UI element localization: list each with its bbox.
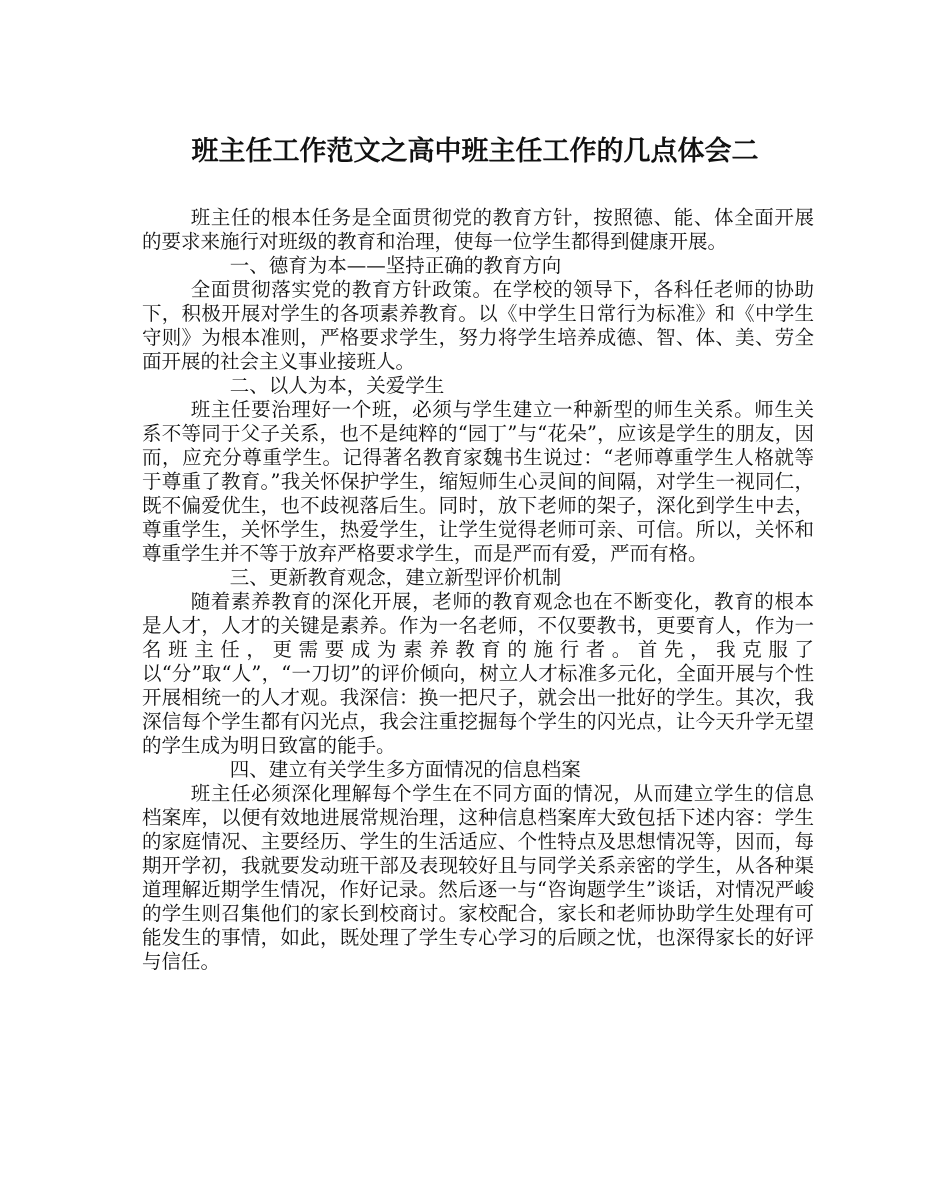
body-paragraph: 班主任的根本任务是全面贯彻党的教育方针，按照德、能、体全面开展的要求来施行对班级的教育和治理，使每一位学生都得到健康开展。 xyxy=(142,206,814,253)
body-paragraph: 班主任要治理好一个班，必须与学生建立一种新型的师生关系。师生关系不等同于父子关系，也不是纯粹的“园丁”与“花朵”，应该是学生的朋友，因而，应充分尊重学生。记得著名教育家魏书生说过：“老师尊重学生人格就等于尊重了教育。”我关怀保护学生，缩短师生心灵间的间隔，对学生一视同仁，既不偏爱优生，也不歧视落后生。同时，放下老师的架子，深化到学生中去，尊重学生，关怀学生，热爱学生，让学生觉得老师可亲、可信。所以，关怀和尊重学生并不等于放弃严格要求学生，而是严而有爱，严而有格。 xyxy=(142,398,814,565)
body-paragraph: 随着素养教育的深化开展，老师的教育观念也在不断变化，教育的根本是人才，人才的关键是素养。作为一名老师，不仅要教书，更要育人，作为一名班主任，更需要成为素养教育的施行者。首先，我克服了以“分”取“人”，“一刀切”的评价倾向，树立人才标准多元化，全面开展与个性开展相统一的人才观。我深信：换一把尺子，就会出一批好的学生。其次，我深信每个学生都有闪光点，我会注重挖掘每个学生的闪光点，让今天升学无望的学生成为明日致富的能手。 xyxy=(142,590,814,757)
body-paragraph: 班主任必须深化理解每个学生在不同方面的情况，从而建立学生的信息档案库，以便有效地进展常规治理，这种信息档案库大致包括下述内容：学生的家庭情况、主要经历、学生的生活适应、个性特点及思想情况等，因而，每期开学初，我就要发动班干部及表现较好且与同学关系亲密的学生，从各种渠道理解近期学生情况，作好记录。然后逐一与“咨询题学生”谈话，对情况严峻的学生则召集他们的家长到校商讨。家校配合，家长和老师协助学生处理有可能发生的事情，如此，既处理了学生专心学习的后顾之忧，也深得家长的好评与信任。 xyxy=(142,782,814,973)
section-heading: 二、以人为本，关爱学生 xyxy=(229,374,445,397)
document-title: 班主任工作范文之高中班主任工作的几点体会二 xyxy=(191,136,759,167)
document-body xyxy=(142,206,814,974)
section-heading: 四、建立有关学生多方面情况的信息档案 xyxy=(229,758,581,781)
body-paragraph: 全面贯彻落实党的教育方针政策。在学校的领导下，各科任老师的协助下，积极开展对学生的各项素养教育。以《中学生日常行为标准》和《中学生守则》为根本准则，严格要求学生，努力将学生培养成德、智、体、美、劳全面开展的社会主义事业接班人。 xyxy=(142,278,814,373)
section-heading: 一、德育为本——坚持正确的教育方向 xyxy=(229,254,562,277)
section-heading: 三、更新教育观念，建立新型评价机制 xyxy=(229,566,562,589)
